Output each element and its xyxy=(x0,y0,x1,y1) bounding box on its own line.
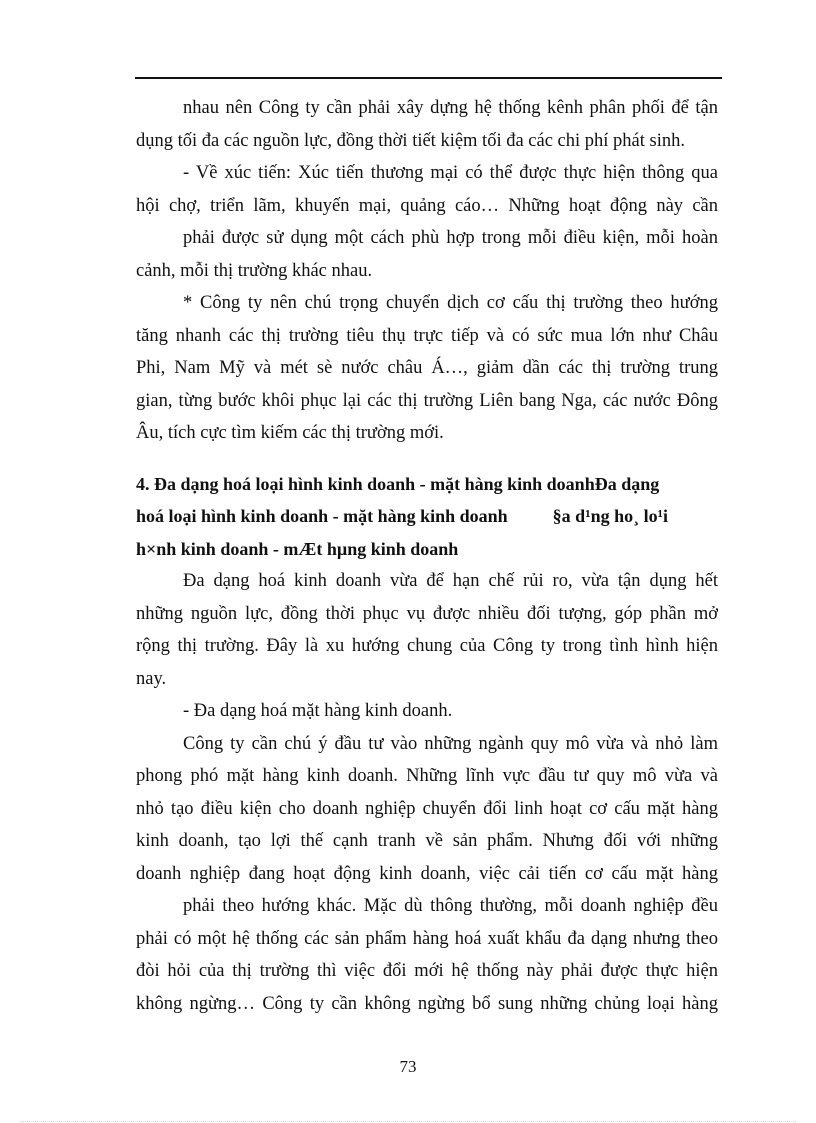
body-line: * Công ty nên chú trọng chuyển dịch cơ cấu thị trường theo hướng xyxy=(183,293,718,313)
body-line: phải theo hướng khác. Mặc dù thông thường, mỗi doanh nghiệp đều xyxy=(183,896,718,916)
body-line: kinh doanh, tạo lợi thế cạnh tranh về sản phẩm. Nhưng đối với những xyxy=(136,831,718,851)
section-heading: h×nh kinh doanh - mÆt hµng kinh doanh xyxy=(136,538,459,559)
body-line: phải có một hệ thống các sản phẩm hàng hoá xuất khẩu đa dạng nhưng theo xyxy=(136,928,718,949)
body-line: tăng nhanh các thị trường tiêu thụ trực tiếp và có sức mua lớn như Châu xyxy=(136,325,718,346)
body-line: doanh nghiệp đang hoạt động kinh doanh, việc cải tiến cơ cấu mặt hàng xyxy=(136,863,718,884)
body-line: nhau nên Công ty cần phải xây dựng hệ thống kênh phân phối để tận xyxy=(183,98,718,118)
body-line: nhỏ tạo điều kiện cho doanh nghiệp chuyển đổi linh hoạt cơ cấu mặt hàng xyxy=(136,798,718,819)
body-line: cảnh, mỗi thị trường khác nhau. xyxy=(136,260,373,281)
page-body xyxy=(136,92,718,1020)
header-rule xyxy=(135,77,722,79)
body-line: Âu, tích cực tìm kiếm các thị trường mới. xyxy=(136,423,444,443)
page-number: 73 xyxy=(399,1057,417,1076)
body-line: những nguồn lực, đồng thời phục vụ được nhiều đối tượng, góp phần mở xyxy=(136,603,718,624)
body-line: - Về xúc tiến: Xúc tiến thương mại có thể được thực hiện thông qua xyxy=(183,163,718,183)
section-heading: hoá loại hình kinh doanh - mặt hàng kinh doanh §a d¹ng ho¸ lo¹i xyxy=(136,506,669,526)
body-line: nay. xyxy=(136,668,167,689)
body-line: gian, từng bước khôi phục lại các thị trường Liên bang Nga, các nước Đông xyxy=(136,390,718,411)
body-line: - Đa dạng hoá mặt hàng kinh doanh. xyxy=(183,701,453,721)
body-line: Công ty cần chú ý đầu tư vào những ngành quy mô vừa và nhỏ làm xyxy=(183,733,718,754)
body-line: dụng tối đa các nguồn lực, đồng thời tiết kiệm tối đa các chi phí phát sinh. xyxy=(136,130,685,151)
body-line: không ngừng… Công ty cần không ngừng bổ sung những chủng loại hàng xyxy=(136,993,718,1014)
body-line: Phi, Nam Mỹ và mét sè nước châu Á…, giảm dần các thị trường trung xyxy=(136,358,718,378)
body-line: phải được sử dụng một cách phù hợp trong mỗi điều kiện, mỗi hoàn xyxy=(183,228,718,248)
page-bottom-edge xyxy=(20,1121,796,1122)
body-line: hội chợ, triển lãm, khuyến mại, quảng cáo… Những hoạt động này cần xyxy=(136,195,718,216)
body-line: đòi hỏi của thị trường thì việc đổi mới hệ thống này phải được thực hiện xyxy=(136,961,718,981)
body-line: rộng thị trường. Đây là xu hướng chung của Công ty trong tình hình hiện xyxy=(136,636,718,656)
section-heading: 4. Đa dạng hoá loại hình kinh doanh - mặt hàng kinh doanhĐa dạng xyxy=(136,473,660,494)
body-line: Đa dạng hoá kinh doanh vừa để hạn chế rủi ro, vừa tận dụng hết xyxy=(183,571,718,591)
body-line: phong phó mặt hàng kinh doanh. Những lĩnh vực đầu tư quy mô vừa và xyxy=(136,766,718,786)
